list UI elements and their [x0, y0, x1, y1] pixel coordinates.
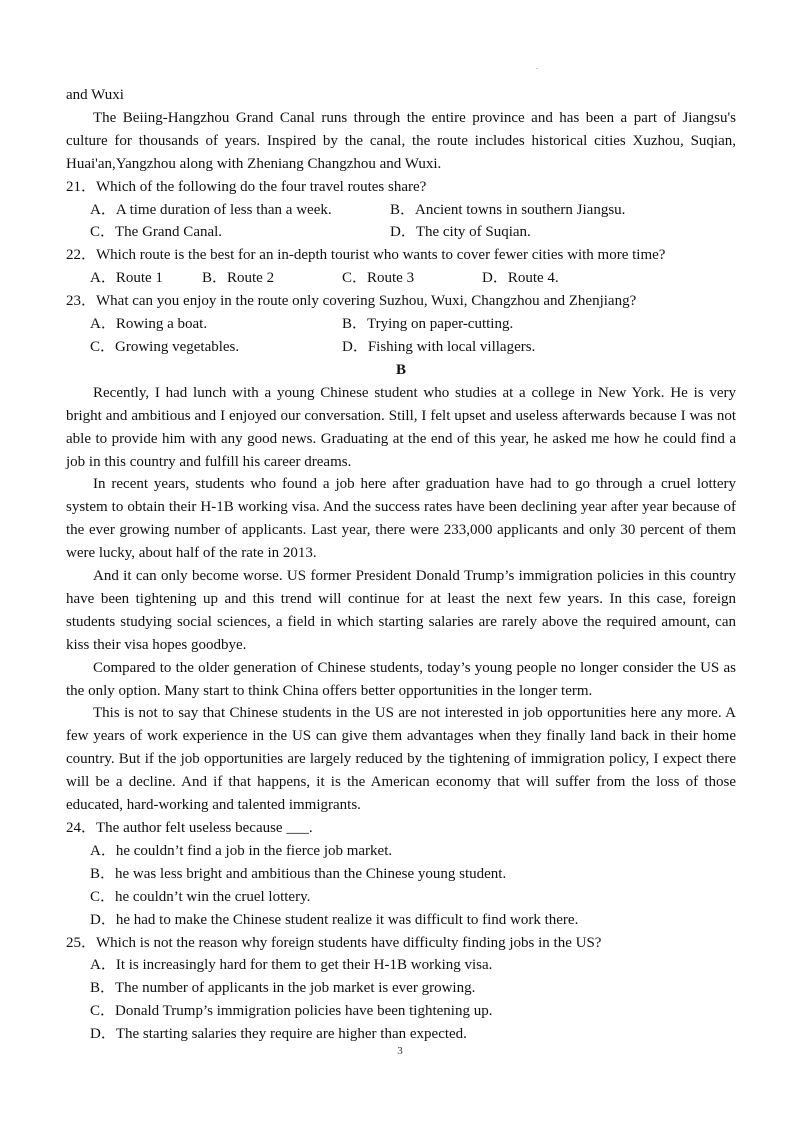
question-stem: 24．The author felt useless because ___.	[66, 820, 313, 836]
option-d: D．The city of Suqian.	[390, 224, 531, 241]
intro-tail: and Wuxi	[66, 87, 124, 103]
option-a: A．Route 1	[90, 270, 163, 287]
option-a: A．Rowing a boat.	[90, 316, 208, 333]
option-a: A．A time duration of less than a week.	[90, 201, 332, 218]
question-stem: 22．Which route is the best for an in-depth tourist who wants to cover fewer cities with more time?	[66, 247, 666, 264]
page-number: 3	[397, 1045, 403, 1057]
option-b: B．Trying on paper-cutting.	[342, 316, 514, 333]
question-24	[66, 817, 736, 932]
passage-paragraph: This is not to say that Chinese students in the US are not interested in job opportunities here any more. A few years of work experience in the US can give them advantages when they finally land back in their home country. But if the job opportunities are largely reduced by the tightening of immigration policy, I expect there will be a decline. And if that happens, it is the American economy that will suffer from the loss of those educated, hard-working and talented immigrants.	[66, 705, 736, 814]
option-d: D．he had to make the Chinese student realize it was difficult to find work there.	[90, 911, 579, 928]
option-b: B．he was less bright and ambitious than the Chinese young student.	[90, 865, 507, 882]
option-d: D．Fishing with local villagers.	[342, 338, 536, 355]
option-a: A．he couldn’t find a job in the fierce job market.	[90, 842, 393, 859]
section-heading-b: B	[395, 361, 406, 378]
question-stem: 25．Which is not the reason why foreign students have difficulty finding jobs in the US?	[66, 934, 602, 951]
document-page	[66, 84, 736, 1046]
passage-paragraph: And it can only become worse. US former President Donald Trump’s immigration policies in this country have been tightening up and this trend will continue for at least the next few years. In this case, foreign students studying social sciences, a field in which starting salaries are rarely above the required amount, can kiss their visa hopes goodbye.	[66, 568, 736, 653]
passage-paragraph: In recent years, students who found a job here after graduation have had to go through a cruel lottery system to obtain their H-1B working visa. And the success rates have been declining year after year because of the ever growing number of applicants. Last year, there were 233,000 applicants and only 30 percent of them were lucky, about half of the rate in 2013.	[66, 476, 736, 562]
option-c: C．Growing vegetables.	[90, 338, 240, 355]
option-a: A．It is increasingly hard for them to get their H-1B working visa.	[90, 957, 493, 974]
question-stem: 23．What can you enjoy in the route only covering Suzhou, Wuxi, Changzhou and Zhenjiang?	[66, 293, 637, 310]
canal-paragraph: The Beiing-Hangzhou Grand Canal runs through the entire province and has been a part of Jiangsu's culture for thousands of years. Inspired by the canal, the route includes historical cities Xuzhou, Suqian, Huai'an,Yangzhou along with Zheniang Changzhou and Wuxi.	[66, 109, 736, 172]
passage-paragraph: Compared to the older generation of Chinese students, today’s young people no longer consider the US as the only option. Many start to think China offers better opportunities in the longer term.	[66, 659, 736, 699]
question-21	[66, 176, 736, 245]
option-b: B．Route 2	[202, 270, 275, 287]
options-row	[66, 221, 736, 244]
question-stem: 21．Which of the following do the four travel routes share?	[66, 178, 427, 195]
options-row	[66, 199, 736, 222]
option-c: C．Route 3	[342, 270, 415, 287]
options-row	[66, 336, 736, 359]
option-d: D．The starting salaries they require are higher than expected.	[90, 1026, 467, 1043]
question-22	[66, 244, 736, 290]
option-c: C．The Grand Canal.	[90, 224, 223, 241]
option-c: C．Donald Trump’s immigration policies have been tightening up.	[90, 1003, 493, 1020]
options-row	[66, 267, 736, 290]
option-c: C．he couldn’t win the cruel lottery.	[90, 888, 311, 905]
option-d: D．Route 4.	[482, 270, 559, 287]
question-23	[66, 290, 736, 359]
option-b: B．The number of applicants in the job market is ever growing.	[90, 980, 476, 997]
options-row	[66, 313, 736, 336]
option-b: B．Ancient towns in southern Jiangsu.	[390, 201, 626, 218]
header-mark: .	[536, 62, 538, 71]
question-25	[66, 932, 736, 1047]
passage-paragraph: Recently, I had lunch with a young Chinese student who studies at a college in New York. He is very bright and ambitious and I enjoyed our conversation. Still, I felt upset and useless afterwards because I was not able to provide him with any good news. Graduating at the end of this year, he asked me how he could find a job in this country and fulfill his career dreams.	[66, 384, 736, 470]
